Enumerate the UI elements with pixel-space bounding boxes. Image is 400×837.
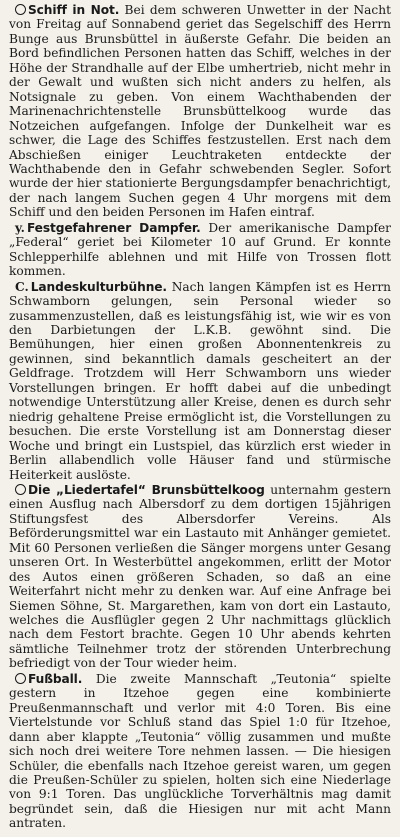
circle-bullet-icon <box>15 484 26 495</box>
circle-bullet-icon <box>15 4 26 15</box>
article-festgefahrener-dampfer <box>9 221 391 279</box>
article-headline: Schiff in Not. <box>28 3 120 17</box>
article-body: Die zweite Mannschaft „Teutonia“ spielte gestern in Itzehoe gegen eine kombinierte Preußenmannschaft und verlor mit 4:0 Toren. Bis eine Viertelstunde vor Schluß stand das Spiel 1:0 für Itzehoe, dann aber klappte „Teutonia“ völlig zusammen und mußte sich noch drei weitere Tore nehmen lassen. — Die hiesigen Schüler, die ebenfalls nach Itzehoe gereist waren, um gegen die Preußen-Schüler zu spielen, holten sich eine Niederlage von 9:1 Toren. Das unglückliche Torverhältnis mag damit begründet sein, daß die Hiesigen nur mit acht Mann antraten. <box>9 671 392 831</box>
article-liedertafel <box>9 483 391 671</box>
article-headline: Landeskulturbühne. <box>30 279 167 294</box>
circle-bullet-icon <box>15 673 26 684</box>
article-body: unternahm gestern einen Ausflug nach Albersdorf zu dem dortigen 15jährigen Stiftungsfest des Albersdorfer Vereins. Als Beförderungsmittel war ein Lastauto mit Anhänger gemietet. Mit 60 Personen verließen die Sänger morgens unter Gesang unseren Ort. In Westerbüttel angekommen, erlitt der Motor des Autos einen größeren Schaden, so daß an eine Weiterfahrt nicht mehr zu denken war. Auf eine Anfrage bei Siemen Söhne, St. Margarethen, kam von dort ein Lastauto, welches die Ausflügler gegen 2 Uhr nachmittags glücklich nach dem Festort brachte. Gegen 10 Uhr abends kehrten sämtliche Teilnehmer trotz der störenden Unterbrechung befriedigt von der Tour wieder heim. <box>9 482 391 671</box>
article-landeskulturbuehne <box>9 280 391 482</box>
article-headline: Die „Liedertafel“ Brunsbüttelkoog <box>28 482 265 497</box>
article-body: Nach langen Kämpfen ist es Herrn Schwamborn gelungen, sein Personal wieder so zusammenzustellen, daß es leistungsfähig ist, wie wir es von den Darbietungen der L.K.B. gewöhnt sind. Die Bemühungen, hier einen großen Abonnentenkreis zu gewinnen, sind bekanntlich damals gescheitert an der Geldfrage. Trotzdem will Herr Schwamborn uns wieder Vorstellungen bringen. Er hofft dabei auf die unbedingt notwendige Unterstützung aller Kreise, denen es durch sehr niedrig gehaltene Preise ermöglicht ist, die Vorstellungen zu besuchen. Die erste Vorstellung ist am Donnerstag dieser Woche und bringt ein Lustspiel, das kürzlich erst wieder in Berlin allabendlich volle Häuser fand und stürmische Heiterkeit auslöste. <box>9 279 391 482</box>
article-prefix: C. <box>15 279 29 294</box>
article-headline: Fußball. <box>28 671 83 686</box>
article-schiff-in-not <box>9 3 391 220</box>
article-body: Der amerikanische Dampfer „Federal“ geriet bei Kilometer 10 auf Grund. Er konnte Schlepperhilfe ablehnen und mit Hilfe von Trossen flott kommen. <box>9 220 392 279</box>
article-prefix: y. <box>15 220 25 235</box>
article-headline: Festgefahrener Dampfer. <box>26 220 201 235</box>
article-body: Bei dem schweren Unwetter in der Nacht von Freitag auf Sonnabend geriet das Segelschiff des Herrn Bunge aus Brunsbüttel in äußerste Gefahr. Die beiden an Bord befindlichen Personen hatten das Schiff, welches in der Höhe der Strandhalle auf der Elbe umhertrieb, nicht mehr in der Gewalt und wußten sich nicht anders zu helfen, als Notsignale zu geben. Von einem Wachthabenden der Marinenachrichtenstelle Brunsbüttelkoog wurde das Notzeichen aufgefangen. Infolge der Dunkelheit war es schwer, die Lage des Schiffes festzustellen. Erst nach dem Abschießen einiger Leuchtraketen entdeckte der Wachthabende den in Gefahr schwebenden Segler. Sofort wurde der hier stationierte Bergungsdampfer benachrichtigt, der nach langem Suchen gegen 4 Uhr morgens mit dem Schiff und den beiden Personen im Hafen eintraf. <box>9 3 391 220</box>
article-fussball <box>9 672 391 831</box>
